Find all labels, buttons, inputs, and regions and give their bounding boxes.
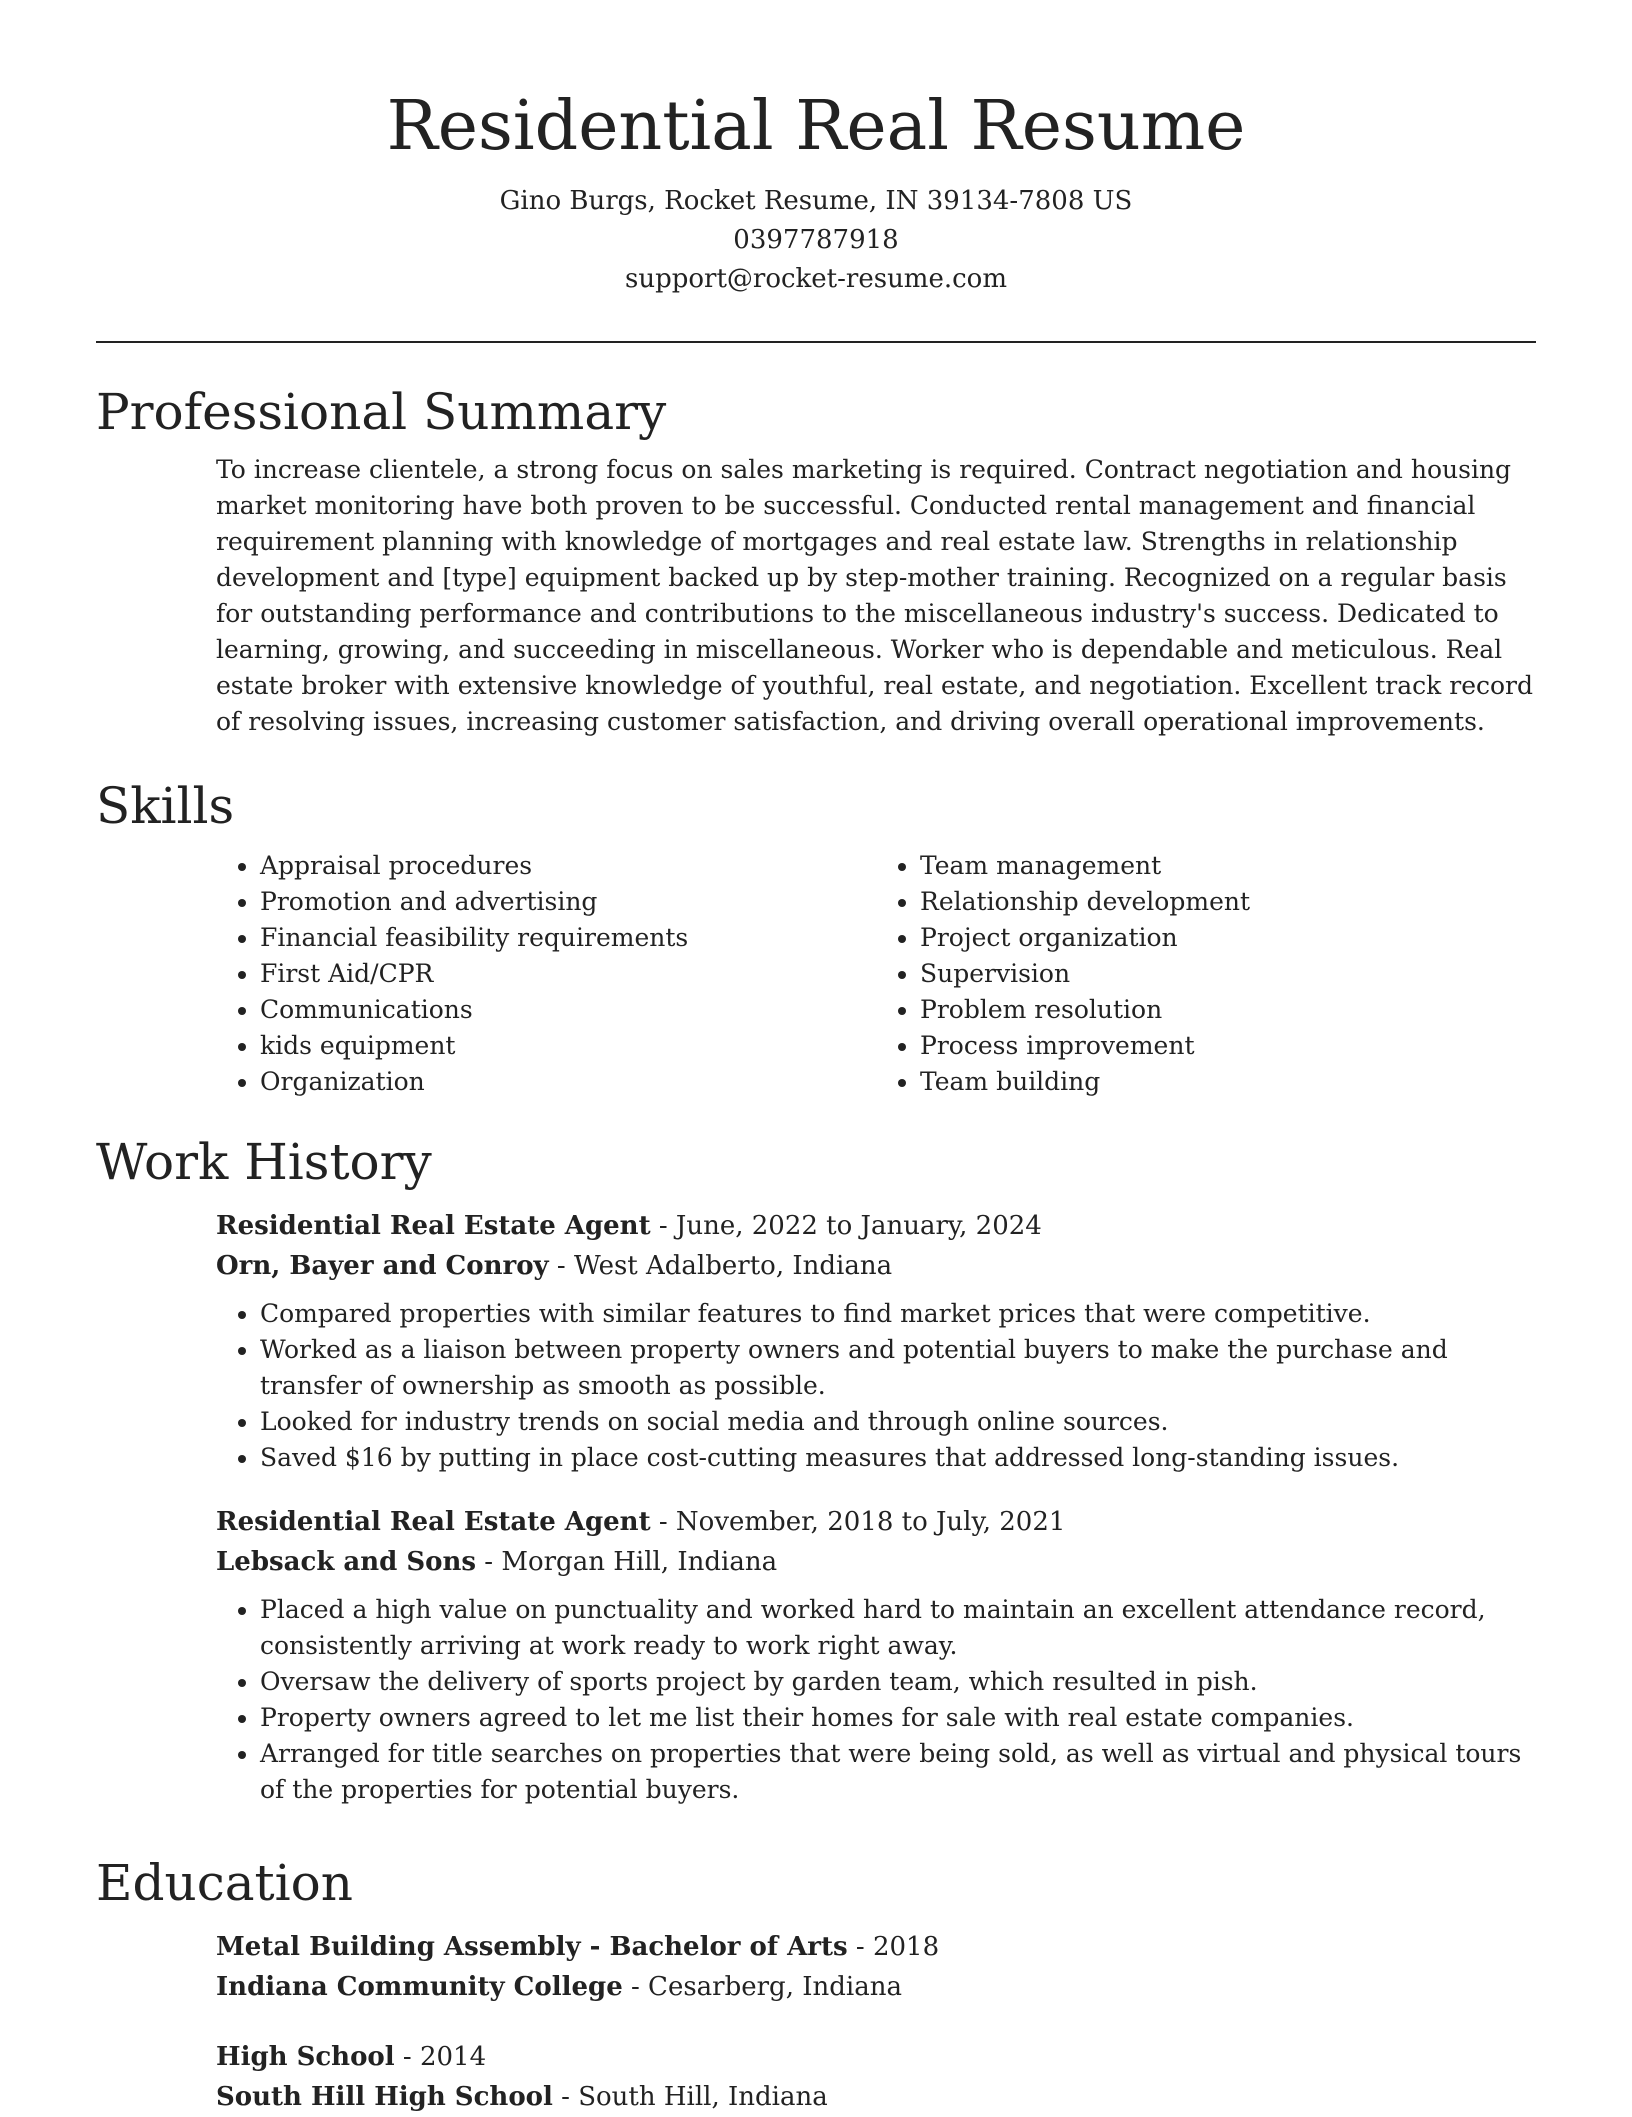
job-entry — [216, 1502, 1536, 1808]
contact-email: support@rocket-resume.com — [624, 264, 1007, 294]
education-location: - South Hill, Indiana — [552, 2082, 828, 2112]
skill-item: • Problem resolution — [920, 992, 1536, 1028]
skill-item: • Appraisal procedures — [260, 848, 876, 884]
skill-item: • Team building — [920, 1064, 1536, 1100]
education-year: - 2014 — [394, 2042, 487, 2072]
job-entry — [216, 1206, 1536, 1476]
skills-section — [96, 774, 1536, 1100]
job-company: Orn, Bayer and Conroy — [216, 1251, 549, 1281]
job-title-line — [216, 1206, 1536, 1246]
job-location: - West Adalberto, Indiana — [548, 1251, 893, 1281]
job-dates: - June, 2022 to January, 2024 — [650, 1211, 1042, 1241]
education-degree-line — [216, 2037, 1536, 2077]
education-degree: High School — [216, 2042, 395, 2072]
job-bullets — [216, 1296, 1536, 1476]
education-year: - 2018 — [847, 1932, 940, 1962]
job-bullet: • Placed a high value on punctuality and worked hard to maintain an excellent attendance record, consistently arriving at work ready to work right away. — [260, 1592, 1536, 1664]
education-school-line — [216, 2077, 1536, 2117]
work-history-body — [216, 1206, 1536, 1808]
job-company-line — [216, 1246, 1536, 1286]
job-bullet: • Looked for industry trends on social media and through online sources. — [260, 1404, 1536, 1440]
resume-header — [0, 0, 1632, 299]
skill-item: • Financial feasibility requirements — [260, 920, 876, 956]
skill-item: • First Aid/CPR — [260, 956, 876, 992]
summary-body — [216, 452, 1536, 740]
skill-item: • Supervision — [920, 956, 1536, 992]
job-dates: - November, 2018 to July, 2021 — [650, 1507, 1066, 1537]
education-section — [96, 1851, 1536, 2117]
skills-heading: Skills — [96, 777, 235, 835]
skill-item: • Communications — [260, 992, 876, 1028]
contact-address: Gino Burgs, Rocket Resume, IN 39134-7808 US — [499, 186, 1133, 216]
work-history-section — [96, 1130, 1536, 1808]
contact-phone: 0397787918 — [733, 225, 899, 255]
skills-list-right — [876, 848, 1536, 1100]
skill-item: • kids equipment — [260, 1028, 876, 1064]
summary-heading: Professional Summary — [96, 383, 667, 441]
job-bullet: • Saved $16 by putting in place cost-cutting measures that addressed long-standing issues. — [260, 1440, 1536, 1476]
education-entry — [216, 1927, 1536, 2007]
education-school: South Hill High School — [216, 2082, 553, 2112]
header-divider — [96, 341, 1536, 343]
job-bullet: • Arranged for title searches on properties that were being sold, as well as virtual and physical tours of the properties for potential buyers. — [260, 1736, 1536, 1808]
work-history-heading: Work History — [96, 1133, 432, 1191]
job-company-line — [216, 1542, 1536, 1582]
job-title-line — [216, 1502, 1536, 1542]
education-school: Indiana Community College — [216, 1972, 623, 2002]
skill-item: • Organization — [260, 1064, 876, 1100]
job-company: Lebsack and Sons — [216, 1547, 477, 1577]
education-degree: Metal Building Assembly - Bachelor of Arts — [216, 1932, 848, 1962]
skill-item: • Relationship development — [920, 884, 1536, 920]
job-bullet: • Compared properties with similar features to find market prices that were competitive. — [260, 1296, 1536, 1332]
job-bullets — [216, 1592, 1536, 1808]
skill-item: • Promotion and advertising — [260, 884, 876, 920]
resume-title: Residential Real Resume — [386, 87, 1246, 166]
skill-item: • Team management — [920, 848, 1536, 884]
job-location: - Morgan Hill, Indiana — [476, 1547, 778, 1577]
summary-section — [96, 380, 1536, 740]
education-school-line — [216, 1967, 1536, 2007]
job-title: Residential Real Estate Agent — [216, 1507, 651, 1537]
education-degree-line — [216, 1927, 1536, 1967]
skill-item: • Process improvement — [920, 1028, 1536, 1064]
education-entry — [216, 2037, 1536, 2117]
skill-item: • Project organization — [920, 920, 1536, 956]
job-bullet: • Property owners agreed to let me list their homes for sale with real estate companies. — [260, 1700, 1536, 1736]
job-bullet: • Oversaw the delivery of sports project by garden team, which resulted in pish. — [260, 1664, 1536, 1700]
contact-block — [0, 182, 1632, 299]
summary-text: To increase clientele, a strong focus on sales marketing is required. Contract negotiation and housing market monitoring have both proven to be successful. Conducted rental management and financial requirement planning with knowledge of mortgages and real estate law. Strengths in relationship development and [type] equipment backed up by step-mother training. Recognized on a regular basis for outstanding performance and contributions to the miscellaneous industry's success. Dedicated to learning, growing, and succeeding in miscellaneous. Worker who is dependable and meticulous. Real estate broker with extensive knowledge of youthful, real estate, and negotiation. Excellent track record of resolving issues, increasing customer satisfaction, and driving overall operational improvements. — [216, 455, 1534, 736]
skills-grid — [216, 848, 1536, 1100]
education-location: - Cesarberg, Indiana — [622, 1972, 902, 2002]
job-bullet: • Worked as a liaison between property owners and potential buyers to make the purchase and transfer of ownership as smooth as possible. — [260, 1332, 1536, 1404]
education-heading: Education — [96, 1854, 353, 1912]
education-body — [216, 1927, 1536, 2117]
job-title: Residential Real Estate Agent — [216, 1211, 651, 1241]
skills-list-left — [216, 848, 876, 1100]
